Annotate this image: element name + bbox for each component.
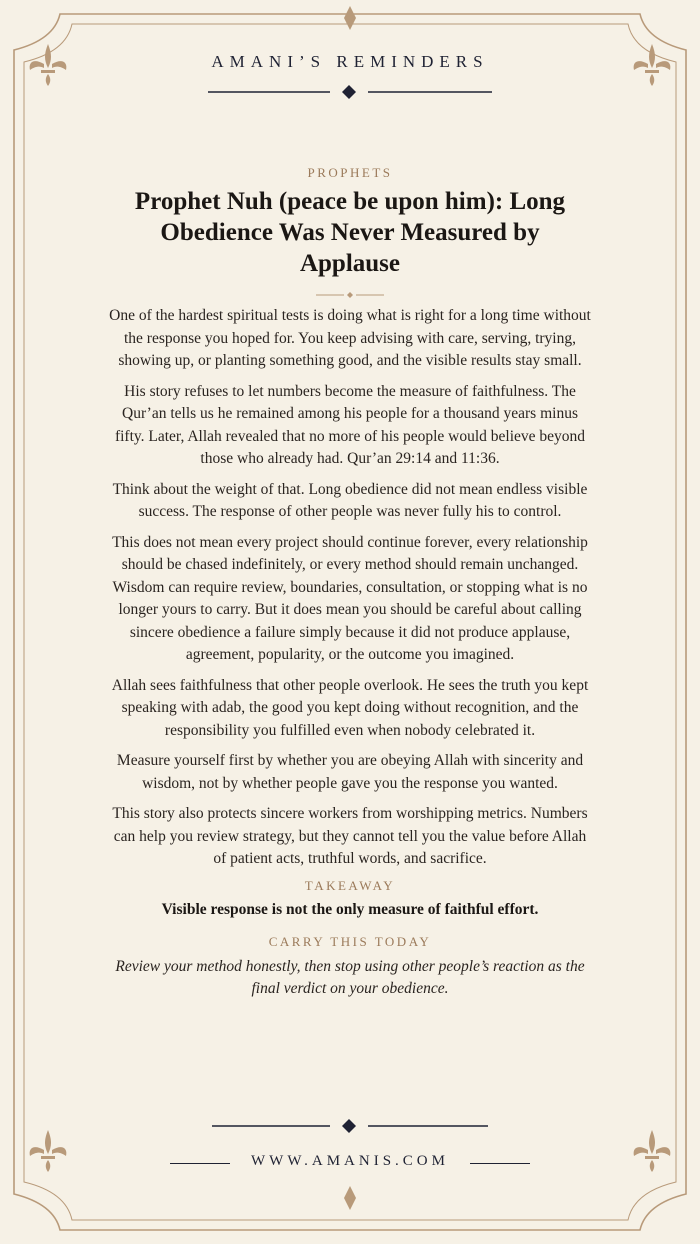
diamond-icon — [344, 6, 356, 30]
article-body — [106, 305, 594, 1000]
paragraph: Think about the weight of that. Long obedience did not mean endless visible success. The response of other people was never fully his to control. — [112, 480, 588, 520]
paragraph: Measure yourself first by whether you are obeying Allah with sincerity and wisdom, not by whether people gave you the response you wanted. — [116, 752, 584, 792]
diamond-icon — [344, 1186, 356, 1210]
diamond-icon — [342, 85, 356, 99]
takeaway-text: Visible response is not the only measure of faithful effort. — [161, 901, 539, 918]
page-title: Prophet Nuh (peace be upon him): Long Obedience Was Never Measured by Applause — [134, 188, 566, 277]
paragraph: Allah sees faithfulness that other people overlook. He sees the truth you kept speaking with adab, the good you kept doing without recognition, and the responsibility you fulfilled even when nobody celebrated it. — [111, 676, 589, 739]
paragraph: This story also protects sincere workers from worshipping metrics. Numbers can help you review strategy, but they cannot tell you the value before Allah of patient acts, truthful words, and sacrifice. — [112, 805, 588, 867]
diamond-icon — [347, 292, 353, 298]
category-label: PROPHETS — [307, 165, 393, 180]
diamond-icon — [342, 1119, 356, 1133]
carry-label: CARRY THIS TODAY — [268, 934, 432, 949]
paragraph: His story refuses to let numbers become the measure of faithfulness. The Qur’an tells us he remained among his people for a thousand years minus fifty. Later, Allah revealed that no more of his people would believe beyond those who already had. Qur’an 29:14 and 11:36. — [114, 382, 586, 467]
takeaway-label: TAKEAWAY — [304, 877, 396, 893]
footer-url[interactable]: WWW.AMANIS.COM — [251, 1153, 449, 1169]
paragraph: One of the hardest spiritual tests is doing what is right for a long time without the response you hoped for. You keep advising with care, serving, trying, showing up, or planting something good, and the visible results stay small. — [109, 307, 591, 369]
paragraph: This does not mean every project should continue forever, every relationship should be chased indefinitely, or every method should remain unchanged. Wisdom can require review, boundaries, consultation, or stopping what is no longer yours to carry. But it does mean you should be careful about calling sincere obedience a failure simply because it did not produce applause, agreement, popularity, or the outcome you imagined. — [112, 533, 588, 663]
header-divider — [0, 84, 700, 100]
carry-text: Review your method honestly, then stop using other people’s reaction as the final verdict on your obedience. — [115, 957, 585, 997]
footer-divider — [0, 1118, 700, 1134]
brand-title: AMANI’S REMINDERS — [211, 52, 489, 71]
title-divider — [0, 288, 700, 304]
url-right-line — [470, 1163, 530, 1164]
